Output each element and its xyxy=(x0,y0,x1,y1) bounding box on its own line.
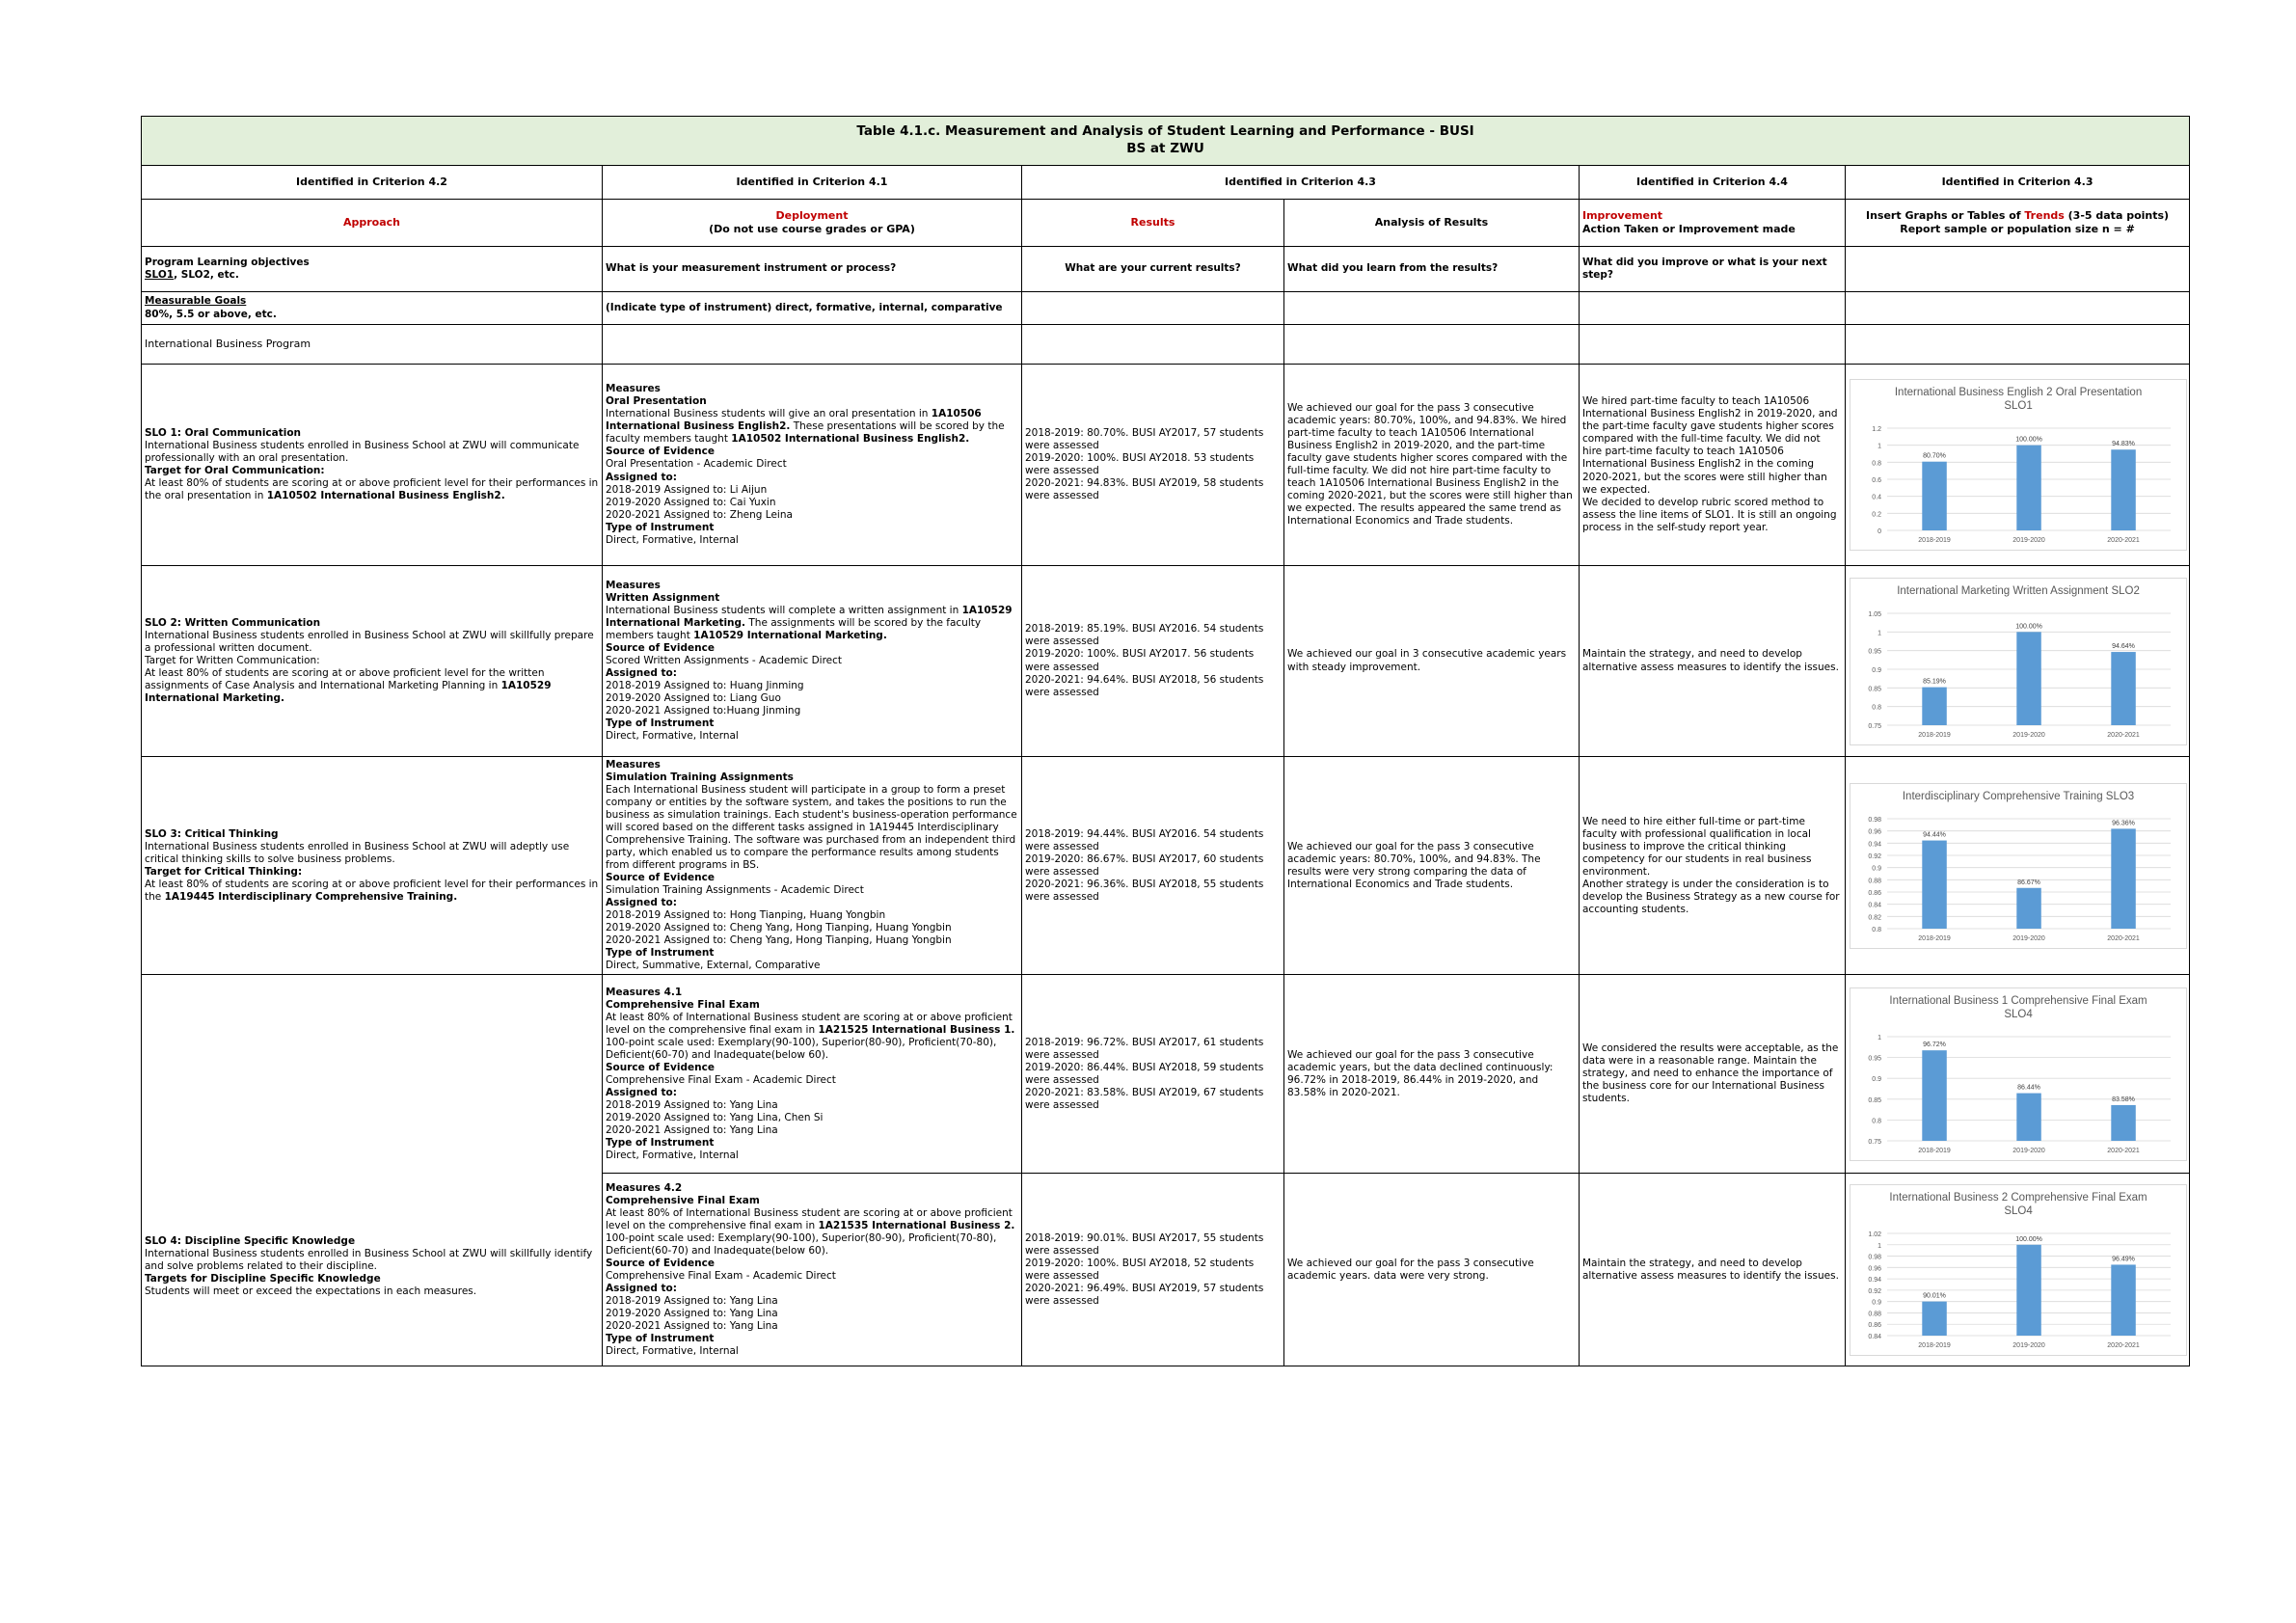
y-tick-label: 1.05 xyxy=(1868,610,1882,618)
assessment-table xyxy=(141,116,2190,1366)
slo1-approach: SLO 1: Oral Communication International Business students enrolled in Business School at ZWU will communicate professionally with an oral presentation. Target for Oral Communication: At least 80% of students are scoring at or above proficient level for their performances in the oral presentation in 1A10502 International Business English2. xyxy=(142,365,603,566)
slo4-m2-bar-chart xyxy=(1850,1184,2187,1356)
slo4-m2-results: 2018-2019: 90.01%. BUSI AY2017, 55 students were assessed 2019-2020: 100%. BUSI AY2018, 52 students were assessed 2020-2021: 96.49%. BUSI AY2019, 57 students were assessed xyxy=(1022,1174,1284,1366)
y-tick-label: 0.94 xyxy=(1868,840,1882,848)
y-tick-label: 0.92 xyxy=(1868,852,1882,860)
y-tick-label: 0.96 xyxy=(1868,1265,1882,1273)
bar xyxy=(2016,1245,2040,1336)
y-tick-label: 0.6 xyxy=(1872,477,1882,484)
slo1-chart-cell xyxy=(1846,365,2190,566)
x-tick-label: 2020-2021 xyxy=(2107,537,2140,544)
data-label: 96.72% xyxy=(1923,1041,1946,1048)
header-graphs: Insert Graphs or Tables of Trends (3-5 data points) Report sample or population size n = # xyxy=(1846,200,2190,247)
y-tick-label: 0.9 xyxy=(1872,1075,1882,1083)
slo2-results: 2018-2019: 85.19%. BUSI AY2016. 54 students were assessed 2019-2020: 100%. BUSI AY2017. 56 students were assessed 2020-2021: 94.64%. BUSI AY2018, 56 students were assessed xyxy=(1022,566,1284,757)
header-approach: Approach xyxy=(142,200,603,247)
y-tick-label: 0.94 xyxy=(1868,1276,1882,1284)
chart-title-line: International Business 1 Comprehensive Final Exam xyxy=(1889,994,2147,1007)
bar xyxy=(1922,462,1946,530)
y-tick-label: 1 xyxy=(1877,443,1882,450)
x-tick-label: 2019-2020 xyxy=(2012,934,2045,942)
x-tick-label: 2019-2020 xyxy=(2012,1341,2045,1349)
slo2-bar-chart xyxy=(1850,578,2187,745)
y-tick-label: 0.95 xyxy=(1868,1055,1882,1063)
y-tick-label: 1.2 xyxy=(1872,426,1882,433)
header-deployment: Deployment (Do not use course grades or GPA) xyxy=(603,200,1022,247)
measurable-goals-cell: Measurable Goals 80%, 5.5 or above, etc. xyxy=(142,292,603,325)
bar xyxy=(1922,687,1946,724)
criterion-results: Identified in Criterion 4.3 xyxy=(1022,166,1580,200)
x-tick-label: 2020-2021 xyxy=(2107,1147,2140,1154)
data-label: 94.83% xyxy=(2112,441,2135,448)
slo4-m1-improvement: We considered the results were acceptable, as the data were in a reasonable range. Maintain the strategy, and need to enhance the importance of the business core for our International Business students. xyxy=(1580,975,1846,1174)
y-tick-label: 0.9 xyxy=(1872,1299,1882,1307)
slo4-m1-bar-chart xyxy=(1850,987,2187,1161)
bar xyxy=(2111,1264,2135,1336)
x-tick-label: 2018-2019 xyxy=(1918,934,1951,942)
chart-title-line: International Business 2 Comprehensive Final Exam xyxy=(1889,1191,2147,1204)
data-label: 83.58% xyxy=(2112,1096,2135,1103)
y-tick-label: 0.88 xyxy=(1868,1311,1882,1318)
slo3-bar-chart xyxy=(1850,783,2187,949)
slo4-m2-improvement: Maintain the strategy, and need to develop alternative assess measures to identify the issues. xyxy=(1580,1174,1846,1366)
data-label: 96.49% xyxy=(2112,1256,2135,1263)
data-label: 94.64% xyxy=(2112,642,2135,650)
y-tick-label: 0 xyxy=(1877,528,1882,535)
x-tick-label: 2020-2021 xyxy=(2107,731,2140,739)
y-tick-label: 0.85 xyxy=(1868,1096,1882,1104)
chart-title-line: SLO4 xyxy=(2004,1008,2033,1020)
x-tick-label: 2020-2021 xyxy=(2107,1341,2140,1349)
bar xyxy=(2016,632,2040,725)
slo2-improvement: Maintain the strategy, and need to develop alternative assess measures to identify the issues. xyxy=(1580,566,1846,757)
question-learn: What did you learn from the results? xyxy=(1284,247,1580,292)
chart-title-line: SLO4 xyxy=(2004,1204,2033,1217)
slo4-m1-chart-cell xyxy=(1846,975,2190,1174)
instrument-type-cell: (Indicate type of instrument) direct, formative, internal, comparative xyxy=(603,292,1022,325)
data-label: 90.01% xyxy=(1923,1292,1946,1300)
program-name: International Business Program xyxy=(142,325,603,365)
x-tick-label: 2019-2020 xyxy=(2012,1147,2045,1154)
y-tick-label: 1 xyxy=(1877,1242,1882,1250)
y-tick-label: 0.84 xyxy=(1868,1333,1882,1340)
bar xyxy=(2111,828,2135,929)
slo4-approach: SLO 4: Discipline Specific Knowledge International Business students enrolled in Business School at ZWU will skillfully identify and solve problems related to their discipline. Targets for Discipline Specific Knowledge Students will meet or exceed the expectations in each measures. xyxy=(142,1174,603,1366)
bar xyxy=(2111,1105,2135,1141)
slo3-deployment: Measures Simulation Training Assignments Each International Business student will participate in a group to form a preset company or entities by the software system, and takes the positions to run the business as simulation trainings. Each student's business-operation performance will scored based on the different tasks assigned in 1A19445 Interdisciplinary Comprehensive Training. The software was purchased from an independent third party, which enabled us to compare the performance results among students from different programs in BS. Source of Evidence Simulation Training Assignments - Academic Direct Assigned to: 2018-2019 Assigned to: Hong Tianping, Huang Yongbin 2019-2020 Assigned to: Cheng Yang, Hong Tianping, Huang Yongbin 2020-2021 Assigned to: Cheng Yang, Hong Tianping, Huang Yongbin Type of Instrument Direct, Summative, External, Comparative xyxy=(603,757,1022,975)
bar xyxy=(2016,446,2040,530)
slo3-improvement: We need to hire either full-time or part-time faculty with professional qualification in local business to improve the critical thinking competency for our students in real business environment. Another strategy is under the consideration is to develop the Business Strategy as a new course for accounting students. xyxy=(1580,757,1846,975)
chart-title-line: International Marketing Written Assignment SLO2 xyxy=(1897,584,2140,597)
x-tick-label: 2020-2021 xyxy=(2107,934,2140,942)
y-tick-label: 0.96 xyxy=(1868,828,1882,836)
data-label: 86.44% xyxy=(2017,1084,2040,1092)
bar xyxy=(1922,1050,1946,1141)
data-label: 96.36% xyxy=(2112,820,2135,827)
slo4-approach-top xyxy=(142,975,603,1174)
y-tick-label: 0.4 xyxy=(1872,494,1882,501)
y-tick-label: 0.75 xyxy=(1868,1138,1882,1146)
data-label: 100.00% xyxy=(2015,622,2042,630)
bar xyxy=(2016,1093,2040,1140)
y-tick-label: 0.98 xyxy=(1868,816,1882,824)
y-tick-label: 1 xyxy=(1877,1034,1882,1041)
y-tick-label: 1 xyxy=(1877,629,1882,636)
bar xyxy=(2111,652,2135,725)
y-tick-label: 0.84 xyxy=(1868,902,1882,909)
slo1-bar-chart xyxy=(1850,379,2187,551)
slo1-row xyxy=(142,365,2190,566)
bar xyxy=(1922,840,1946,928)
data-label: 86.67% xyxy=(2017,879,2040,886)
y-tick-label: 0.88 xyxy=(1868,877,1882,884)
header-improvement: Improvement Action Taken or Improvement made xyxy=(1580,200,1846,247)
x-tick-label: 2018-2019 xyxy=(1918,1341,1951,1349)
slo3-chart-cell xyxy=(1846,757,2190,975)
slo3-analysis: We achieved our goal for the pass 3 consecutive academic years: 80.70%, 100%, and 94.83%. The results were very strong comparing the data of International Economics and Trade students. xyxy=(1284,757,1580,975)
data-label: 100.00% xyxy=(2015,436,2042,444)
y-tick-label: 0.86 xyxy=(1868,1321,1882,1329)
slo1-results: 2018-2019: 80.70%. BUSI AY2017, 57 students were assessed 2019-2020: 100%. BUSI AY2018. 53 students were assessed 2020-2021: 94.83%. BUSI AY2019, 58 students were assessed xyxy=(1022,365,1284,566)
slo4-measure1-row xyxy=(142,975,2190,1174)
y-tick-label: 0.98 xyxy=(1868,1254,1882,1261)
slo3-row xyxy=(142,757,2190,975)
criterion-improvement: Identified in Criterion 4.4 xyxy=(1580,166,1846,200)
y-tick-label: 1.02 xyxy=(1868,1231,1882,1238)
question-current: What are your current results? xyxy=(1022,247,1284,292)
x-tick-label: 2019-2020 xyxy=(2012,731,2045,739)
y-tick-label: 0.8 xyxy=(1872,704,1882,712)
y-tick-label: 0.82 xyxy=(1868,913,1882,921)
question-graphs-empty xyxy=(1846,247,2190,292)
x-tick-label: 2018-2019 xyxy=(1918,731,1951,739)
assessment-table-sheet xyxy=(141,116,2189,1366)
slo4-measure2-row xyxy=(142,1174,2190,1366)
slo2-row xyxy=(142,566,2190,757)
slo2-deployment: Measures Written Assignment International Business students will complete a written assignment in 1A10529 International Marketing. The assignments will be scored by the faculty members taught 1A10529 International Marketing. Source of Evidence Scored Written Assignments - Academic Direct Assigned to: 2018-2019 Assigned to: Huang Jinming 2019-2020 Assigned to: Liang Guo 2020-2021 Assigned to:Huang Jinming Type of Instrument Direct, Formative, Internal xyxy=(603,566,1022,757)
slo2-approach: SLO 2: Written Communication International Business students enrolled in Business School at ZWU will skillfully prepare a professional written document. Target for Written Communication: At least 80% of students are scoring at or above proficient level for the written assignments of Case Analysis and International Marketing Planning in 1A10529 International Marketing. xyxy=(142,566,603,757)
table-title-line2: BS at ZWU xyxy=(1126,141,1204,156)
y-tick-label: 0.8 xyxy=(1872,1118,1882,1125)
chart-title-line: Interdisciplinary Comprehensive Training SLO3 xyxy=(1902,790,2135,802)
header-analysis: Analysis of Results xyxy=(1284,200,1580,247)
y-tick-label: 0.86 xyxy=(1868,889,1882,897)
bar xyxy=(1922,1301,1946,1335)
slo2-analysis: We achieved our goal in 3 consecutive academic years with steady improvement. xyxy=(1284,566,1580,757)
slo4-m1-deployment: Measures 4.1 Comprehensive Final Exam At least 80% of International Business student are scoring at or above proficient level on the comprehensive final exam in 1A21525 International Business 1. 100-point scale used: Exemplary(90-100), Superior(80-90), Proficient(70-80), Deficient(60-70) and Inadequate(below 60). Source of Evidence Comprehensive Final Exam - Academic Direct Assigned to: 2018-2019 Assigned to: Yang Lina 2019-2020 Assigned to: Yang Lina, Chen Si 2020-2021 Assigned to: Yang Lina Type of Instrument Direct, Formative, Internal xyxy=(603,975,1022,1174)
data-label: 85.19% xyxy=(1923,678,1946,686)
y-tick-label: 0.9 xyxy=(1872,865,1882,873)
program-objectives-cell: Program Learning objectives SLO1, SLO2, etc. xyxy=(142,247,603,292)
slo4-m1-results: 2018-2019: 96.72%. BUSI AY2017, 61 students were assessed 2019-2020: 86.44%. BUSI AY2018, 59 students were assessed 2020-2021: 83.58%. BUSI AY2019, 67 students were assessed xyxy=(1022,975,1284,1174)
table-title-line1: Table 4.1.c. Measurement and Analysis of Student Learning and Performance - BUSI xyxy=(856,123,1474,140)
x-tick-label: 2018-2019 xyxy=(1918,537,1951,544)
slo2-chart-cell xyxy=(1846,566,2190,757)
bar xyxy=(2111,449,2135,530)
bar xyxy=(2016,887,2040,928)
data-label: 94.44% xyxy=(1923,831,1946,839)
slo1-improvement: We hired part-time faculty to teach 1A10506 International Business English2 in 2019-2020, and the part-time faculty gave students higher scores compared with the full-time faculty. We did not hire part-time faculty to teach 1A10506 International Business English2 in the coming 2020-2021, but the scores were still higher than we expected. We decided to develop rubric scored method to assess the line items of SLO1. It is still an ongoing process in the self-study report year. xyxy=(1580,365,1846,566)
x-tick-label: 2018-2019 xyxy=(1918,1147,1951,1154)
y-tick-label: 0.75 xyxy=(1868,722,1882,730)
data-label: 100.00% xyxy=(2015,1235,2042,1243)
question-instrument: What is your measurement instrument or process? xyxy=(603,247,1022,292)
criterion-graphs: Identified in Criterion 4.3 xyxy=(1846,166,2190,200)
x-tick-label: 2019-2020 xyxy=(2012,537,2045,544)
y-tick-label: 0.95 xyxy=(1868,648,1882,656)
header-results: Results xyxy=(1022,200,1284,247)
y-tick-label: 0.85 xyxy=(1868,685,1882,692)
y-tick-label: 0.9 xyxy=(1872,666,1882,674)
y-tick-label: 0.2 xyxy=(1872,511,1882,519)
slo3-approach: SLO 3: Critical Thinking International Business students enrolled in Business School at ZWU will adeptly use critical thinking skills to solve business problems. Target for Critical Thinking: At least 80% of students are scoring at or above proficient level for their performances in the 1A19445 Interdisciplinary Comprehensive Training. xyxy=(142,757,603,975)
criterion-deployment: Identified in Criterion 4.1 xyxy=(603,166,1022,200)
slo4-m2-analysis: We achieved our goal for the pass 3 consecutive academic years. data were very strong. xyxy=(1284,1174,1580,1366)
slo4-m2-deployment: Measures 4.2 Comprehensive Final Exam At least 80% of International Business student are scoring at or above proficient level on the comprehensive final exam in 1A21535 International Business 2. 100-point scale used: Exemplary(90-100), Superior(80-90), Proficient(70-80), Deficient(60-70) and Inadequate(below 60). Source of Evidence Comprehensive Final Exam - Academic Direct Assigned to: 2018-2019 Assigned to: Yang Lina 2019-2020 Assigned to: Yang Lina 2020-2021 Assigned to: Yang Lina Type of Instrument Direct, Formative, Internal xyxy=(603,1174,1022,1366)
table-title xyxy=(142,117,2190,166)
slo4-m1-analysis: We achieved our goal for the pass 3 consecutive academic years, but the data declined continuously: 96.72% in 2018-2019, 86.44% in 2019-2020, and 83.58% in 2020-2021. xyxy=(1284,975,1580,1174)
y-tick-label: 0.92 xyxy=(1868,1287,1882,1295)
slo3-results: 2018-2019: 94.44%. BUSI AY2016. 54 students were assessed 2019-2020: 86.67%. BUSI AY2017, 60 students were assessed 2020-2021: 96.36%. BUSI AY2018, 55 students were assessed xyxy=(1022,757,1284,975)
y-tick-label: 0.8 xyxy=(1872,460,1882,468)
chart-title-line: SLO1 xyxy=(2004,400,2033,412)
slo1-deployment: Measures Oral Presentation International Business students will give an oral presentation in 1A10506 International Business English2. These presentations will be scored by the faculty members taught 1A10502 International Business English2. Source of Evidence Oral Presentation - Academic Direct Assigned to: 2018-2019 Assigned to: Li Aijun 2019-2020 Assigned to: Cai Yuxin 2020-2021 Assigned to: Zheng Leina Type of Instrument Direct, Formative, Internal xyxy=(603,365,1022,566)
slo4-m2-chart-cell xyxy=(1846,1174,2190,1366)
question-improve: What did you improve or what is your next step? xyxy=(1580,247,1846,292)
slo1-analysis: We achieved our goal for the pass 3 consecutive academic years: 80.70%, 100%, and 94.83%. We hired part-time faculty to teach 1A10506 International Business English2 in 2019-2020, and the part-time faculty gave students higher scores compared with the full-time faculty. We did not hire part-time faculty to teach 1A10506 International Business English2 in the coming 2020-2021, but the scores were still higher than we expected. The results appeared the same trend as International Economics and Trade students. xyxy=(1284,365,1580,566)
criterion-approach: Identified in Criterion 4.2 xyxy=(142,166,603,200)
data-label: 80.70% xyxy=(1923,452,1946,460)
chart-title-line: International Business English 2 Oral Presentation xyxy=(1894,387,2143,398)
y-tick-label: 0.8 xyxy=(1872,926,1882,933)
